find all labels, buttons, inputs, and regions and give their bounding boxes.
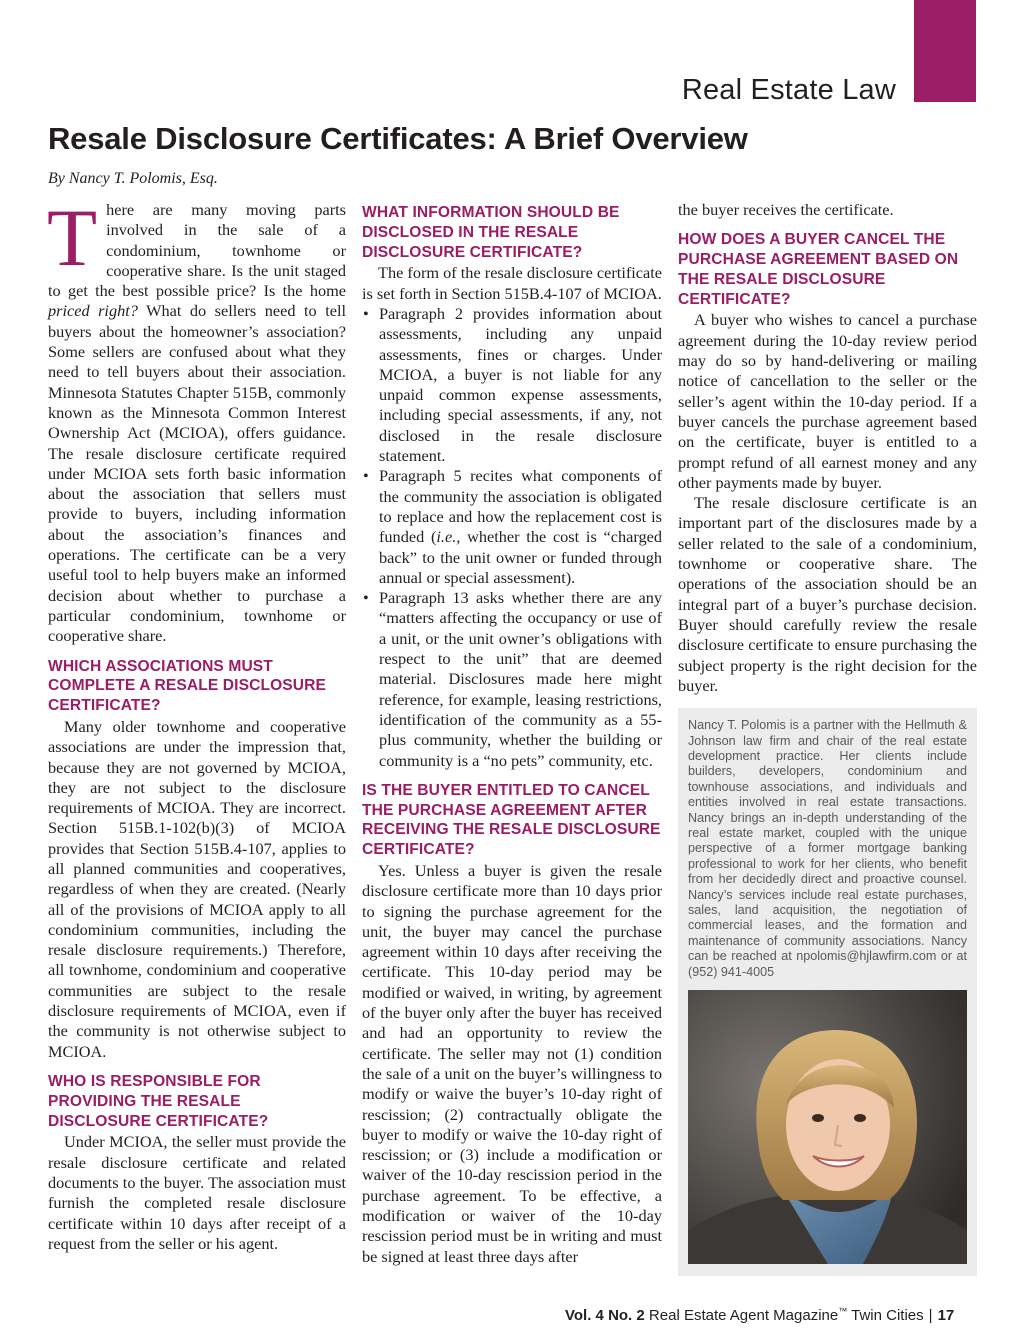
footer-magazine: Real Estate Agent Magazine <box>648 1307 839 1324</box>
footer-trademark: ™ <box>838 1306 848 1316</box>
list-item: • Paragraph 2 provides information about assessments, including any unpaid assessments, fines or charges. Under MCIOA, a buyer is not liable for any unpaid common expense assessments, including special assessments, if any, not disclosed in the resale disclosure statement. <box>362 304 662 466</box>
paragraph: the buyer receives the certificate. <box>678 200 894 219</box>
subhead-which-associations: WHICH ASSOCIATIONS MUST COMPLETE A RESALE DISCLOSURE CERTIFICATE? <box>48 657 327 715</box>
byline: By Nancy T. Polomis, Esq. <box>48 170 218 187</box>
section-color-tab <box>914 0 976 102</box>
author-bio-box <box>678 708 977 1276</box>
article-headline: Resale Disclosure Certificates: A Brief Overview <box>48 121 748 156</box>
author-portrait-image <box>688 990 967 1264</box>
intro-paragraph: There are many moving parts involved in the sale of a condominium, townhome or cooperative share. Is the unit staged to get the best possible price? Is the home priced right? What do sellers need to tell buyers about the homeowner’s association? Some sellers are confused about what they need to tell buyers about their association. Minnesota Statutes Chapter 515B, commonly known as the Minnesota Common Interest Ownership Act (MCIOA), offers guidance. The resale disclosure certificate required under MCIOA sets forth basic information about the association that sellers must provide to buyers, including information about the association’s finances and operations. The certificate can be a very useful tool to help buyers make an informed decision about whether to purchase a particular condominium, townhome or cooperative share. <box>47 192 346 646</box>
author-photo <box>688 990 967 1264</box>
paragraph: The form of the resale disclosure certificate is set forth in Section 515B.4-107 of MCIOA. <box>362 263 662 303</box>
subhead-what-information: WHAT INFORMATION SHOULD BE DISCLOSED IN THE RESALE DISCLOSURE CERTIFICATE? <box>362 204 620 261</box>
column-2 <box>362 203 662 1267</box>
footer-edition: Twin Cities <box>851 1307 924 1324</box>
list-item: • Paragraph 13 asks whether there are any “matters affecting the occupancy or use of a unit, or the unit owner’s obligations with respect to the unit” that are deemed material. Disclosures made here might reference, for example, leasing restrictions, identification of the community as a 55-plus community, whether the building or community is a “no pets” community, etc. <box>362 588 662 771</box>
subhead-who-responsible: WHO IS RESPONSIBLE FOR PROVIDING THE RESALE DISCLOSURE CERTIFICATE? <box>48 1072 269 1130</box>
footer-volume: Vol. 4 No. 2 <box>565 1307 645 1324</box>
author-bio-text: Nancy T. Polomis is a partner with the Hellmuth & Johnson law firm and chair of the real estate development practice. Her clients include builders, developers, condominium and townhouse associations, and individuals and entities involved in real estate transactions. Nancy brings an in-depth understanding of the real estate market, coupled with the unique perspective of a former mortgage banking professional to work for her clients, who benefit from her decidedly direct and proactive counsel. Nancy’s services include real estate purchases, sales, land acquisition, the negotiation of commercial leases, and the formation and maintenance of community associations. Nancy can be reached at npolomis@hjlawfirm.com or at (952) 941-4005 <box>688 718 967 979</box>
list-item: • Paragraph 5 recites what components of the community the association is obligated to replace and how the replacement cost is funded (i.e., whether the cost is “charged back” to the unit owner or funded through annual or special assessment). <box>362 466 662 588</box>
column-3 <box>678 200 977 1276</box>
paragraph: Yes. Unless a buyer is given the resale disclosure certificate more than 10 days prior to signing the purchase agreement for the unit, the buyer may cancel the purchase agreement within 10 days after receiving the certificate. This 10-day period may be modified or waived, in writing, by agreement of the buyer only after the buyer has received and had an opportunity to review the certificate. The seller may not (1) condition the sale of a unit on the buyer’s willingness to modify or waive the buyer’s 10-day right of rescission; (2) contractually obligate the buyer to modify or waive the 10-day right of rescission; or (3) include a modification or waiver of the 10-day rescission period in the purchase agreement. To be effective, a modification or waiver of the 10-day rescission period must be in writing and must be signed at least three days after <box>362 861 662 1266</box>
paragraph: A buyer who wishes to cancel a purchase agreement during the 10-day review period may do so by hand-delivering or mailing notice of cancellation to the seller or the seller’s agent within the 10-day period. If a buyer cancels the purchase agreement based on the certificate, buyer is entitled to a prompt refund of all earnest money and any other payments made by buyer. <box>678 310 977 492</box>
page-number: 17 <box>937 1307 955 1324</box>
bullet-list <box>362 304 662 771</box>
paragraph: The resale disclosure certificate is an important part of the disclosures made by a seller related to the sale of a condominium, townhome or cooperative share. The operations of the association should be an integral part of a buyer’s purchase decision. Buyer should carefully review the resale disclosure certificate to ensure purchasing the subject property is the right decision for the buyer. <box>678 493 977 695</box>
paragraph: Many older townhome and cooperative associations are under the impression that, because they are not governed by MCIOA, they are not subject to the disclosure requirements of MCIOA. They are incorrect. Section 515B.1-102(b)(3) of MCIOA provides that Section 515B.4-107, applies to all planned communities and cooperatives, regardless of when they are created. (Nearly all of the provisions of MCIOA apply to all condominium communities, including the resale disclosure requirements.) Therefore, all townhome, condominium and cooperative communities are subject to the resale disclosure requirements of MCIOA, even if the community is not otherwise subject to MCIOA. <box>48 716 346 1061</box>
section-label: Real Estate Law <box>681 74 896 106</box>
subhead-how-cancel: HOW DOES A BUYER CANCEL THE PURCHASE AGREEMENT BASED ON THE RESALE DISCLOSURE CERTIFICATE? <box>678 231 959 308</box>
footer-separator: | <box>928 1307 933 1324</box>
drop-cap: T <box>47 192 98 283</box>
page-footer <box>565 1306 954 1324</box>
paragraph: Under MCIOA, the seller must provide the resale disclosure certificate and related documents to the buyer. The association must furnish the completed resale disclosure certificate within 10 days after receipt of a request from the seller or his agent. <box>48 1132 346 1253</box>
column-1 <box>47 192 346 1254</box>
subhead-buyer-entitled: IS THE BUYER ENTITLED TO CANCEL THE PURCHASE AGREEMENT AFTER RECEIVING THE RESALE DISCLOSURE CERTIFICATE? <box>362 781 661 859</box>
